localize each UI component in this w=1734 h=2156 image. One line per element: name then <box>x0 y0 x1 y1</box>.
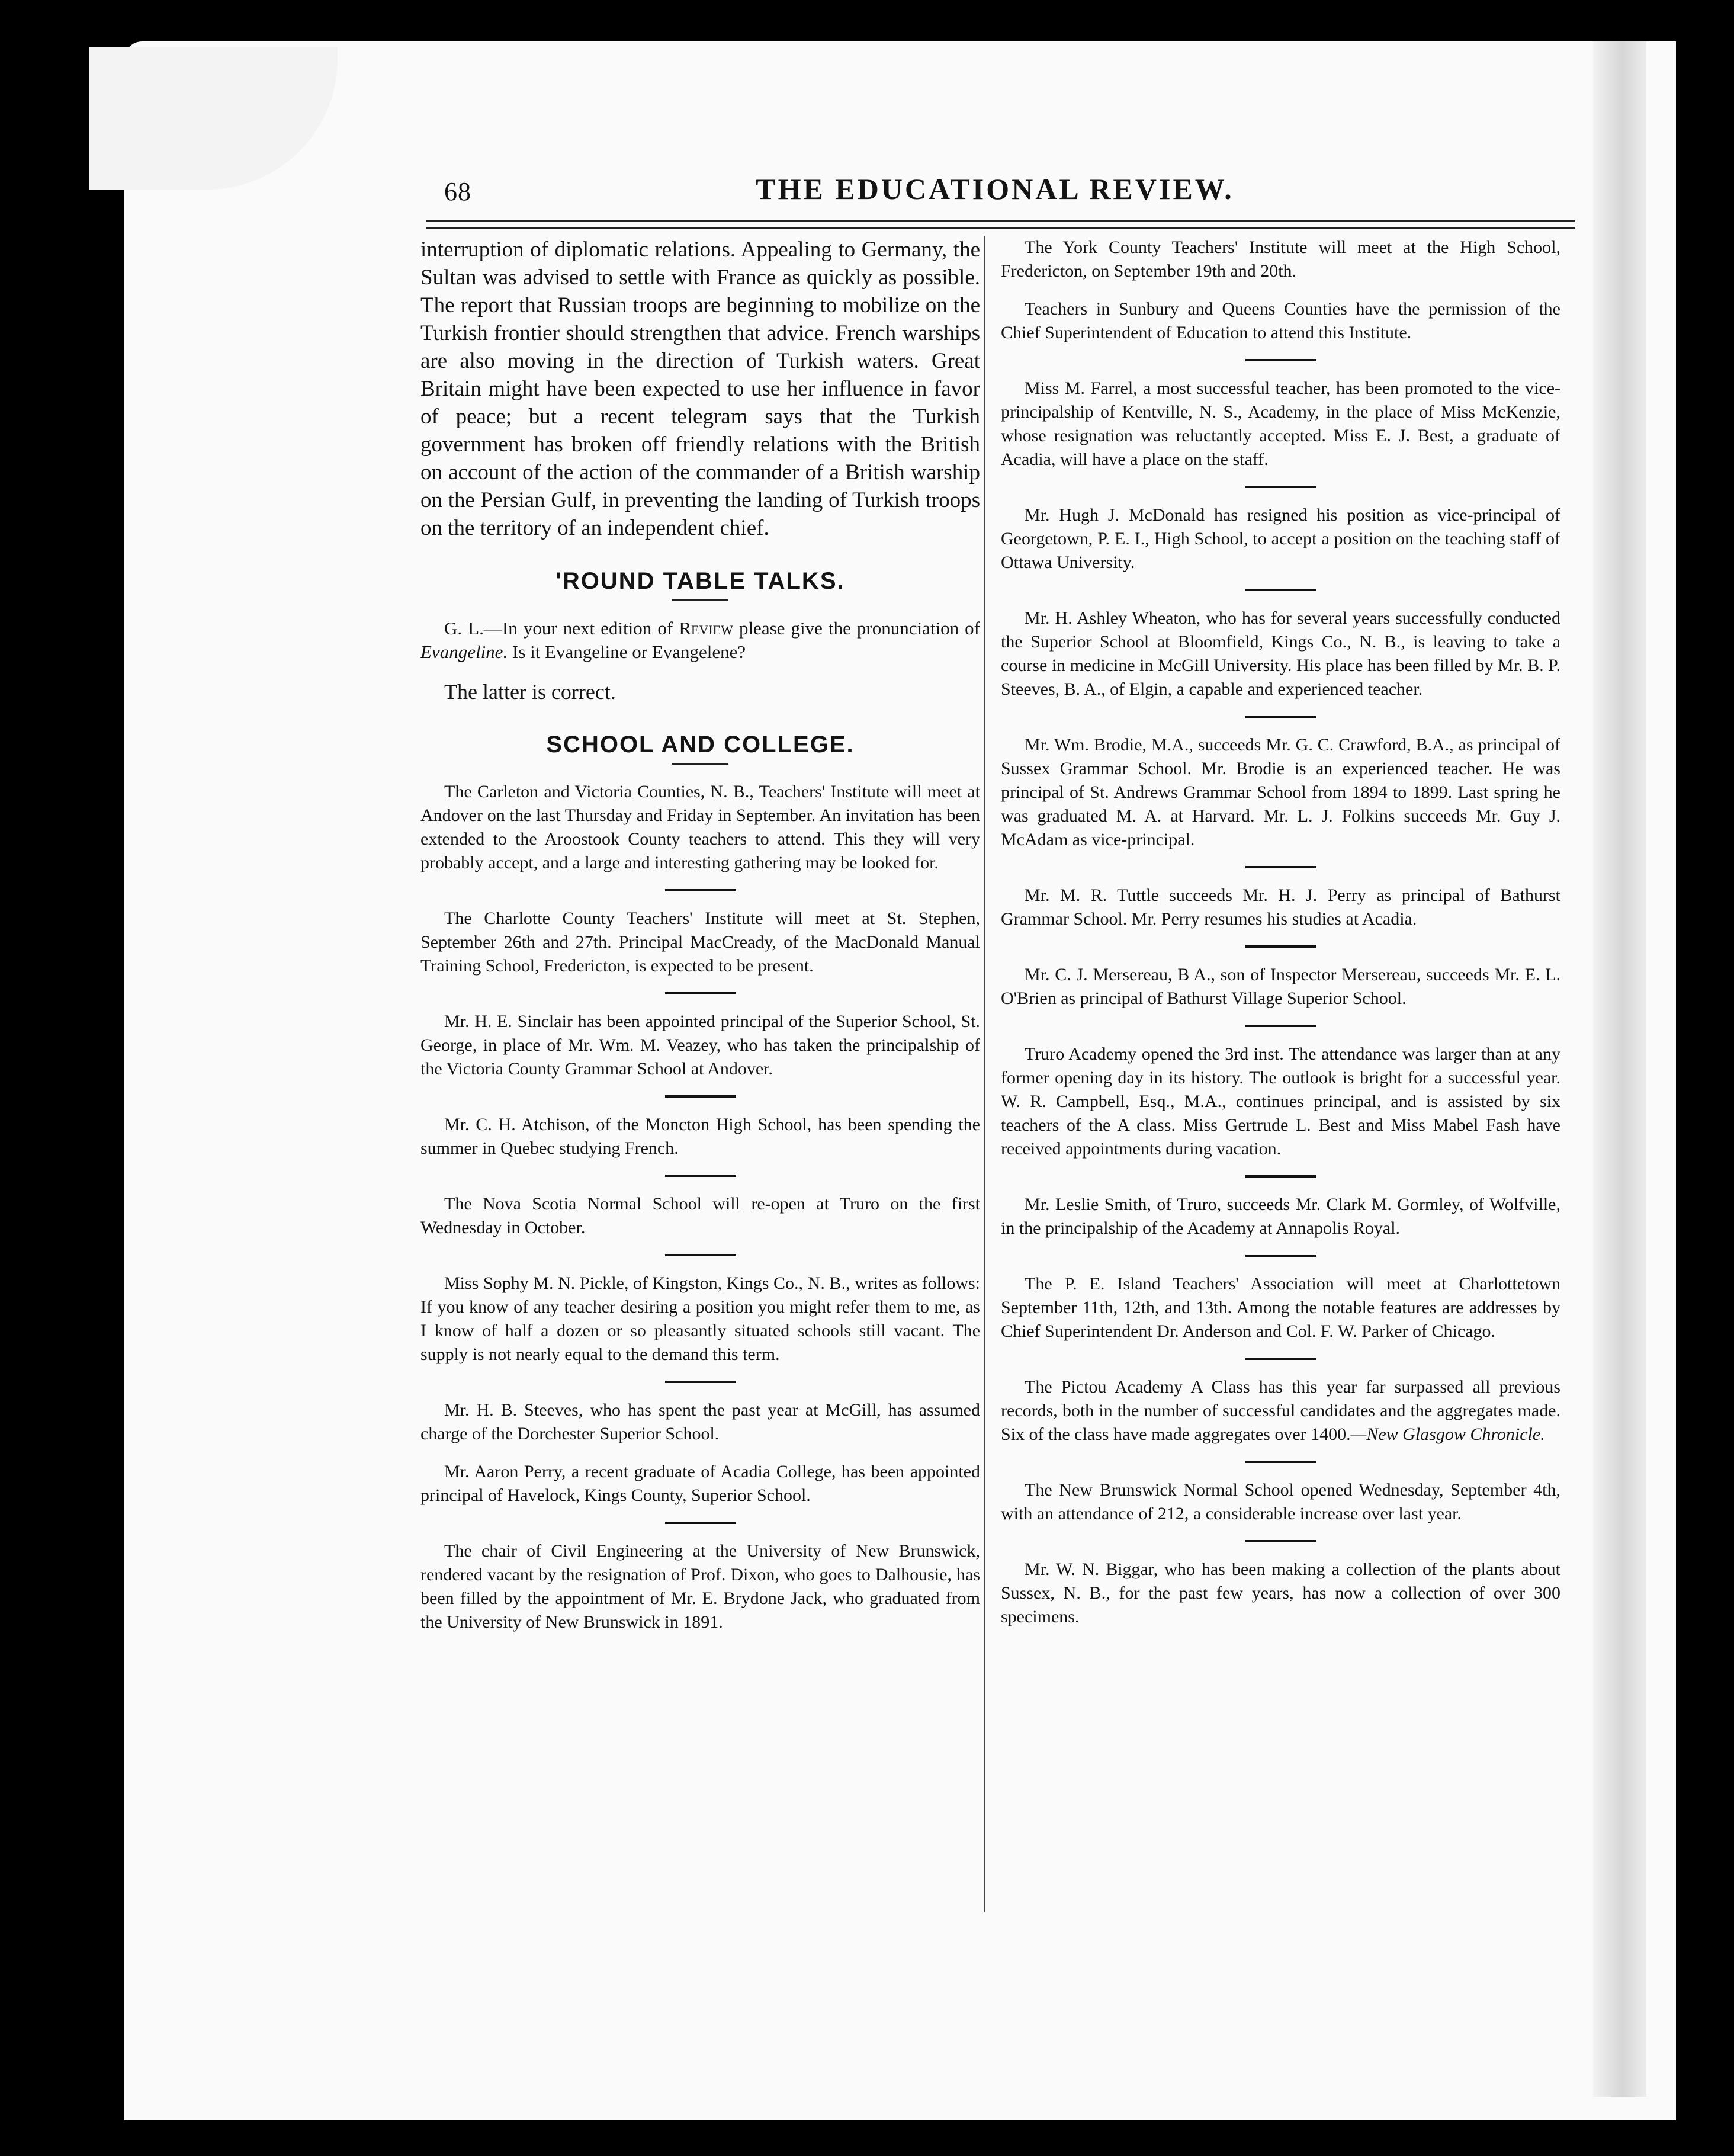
running-head <box>409 172 1581 213</box>
heading-rule <box>672 763 728 765</box>
right-column <box>1001 236 1560 1643</box>
news-item: The New Brunswick Normal School opened Wednesday, September 4th, with an attendance of 212, a considerable increase over last year. <box>1001 1480 1560 1523</box>
item-separator <box>1245 589 1316 591</box>
item-separator <box>665 1254 736 1256</box>
item-separator <box>665 1095 736 1098</box>
column-divider <box>984 236 985 1912</box>
news-item: The Carleton and Victoria Counties, N. B., Teachers' Institute will meet at Andover on the last Thursday and Friday in September. An invitation has been extended to the Aroostook County teachers to attend. This they will very probably accept, and a large and interesting gathering may be looked for. <box>420 782 980 872</box>
item-separator <box>665 1522 736 1524</box>
item-separator <box>1245 945 1316 948</box>
item-separator <box>1245 1358 1316 1360</box>
news-item: Mr. Hugh J. McDonald has resigned his position as vice-principal of Georgetown, P. E. I., High School, to accept a position on the teaching staff of Ottawa University. <box>1001 505 1560 572</box>
printed-page <box>409 154 1581 1919</box>
heading-rule <box>672 599 728 601</box>
pictou-text: The Pictou Academy A Class has this year far surpassed all previous records, both in the number of successful candidates and the aggregates made. Six of the class have made aggregates over 1400. <box>1001 1377 1560 1444</box>
page-number: 68 <box>444 177 471 206</box>
binding-fold <box>1593 41 1646 2097</box>
item-separator <box>1245 1025 1316 1027</box>
round-table-heading: 'ROUND TABLE TALKS. <box>555 568 845 594</box>
reader-question <box>420 617 980 664</box>
question-word: Evangeline. <box>420 641 508 662</box>
school-college-heading: SCHOOL AND COLLEGE. <box>546 732 855 758</box>
item-separator <box>1245 359 1316 361</box>
item-separator <box>1245 866 1316 868</box>
journal-title: THE EDUCATIONAL REVIEW. <box>756 172 1234 206</box>
news-item <box>1001 1375 1560 1446</box>
item-separator <box>665 992 736 994</box>
news-item: Miss Sophy M. N. Pickle, of Kingston, Kings Co., N. B., writes as follows: If you know of any teacher desiring a position you might refer them to me, as I know of half a dozen or so pleasantly situated schools still vacant. The supply is not nearly equal to the demand this term. <box>420 1273 980 1364</box>
continued-article: interruption of diplomatic relations. Appealing to Germany, the Sultan was advised to settle with France as quickly as possible. The report that Russian troops are beginning to mobilize on the Turkish frontier should strengthen that advice. French warships are also moving in the direction of Turkish waters. Great Britain might have been expected to use her influence in favor of peace; but a recent telegram says that the Turkish government has broken off friendly relations with the British on account of the action of the commander of a British warship on the Persian Gulf, in preventing the landing of Turkish troops on the territory of an independent chief. <box>420 238 980 540</box>
news-item: Miss M. Farrel, a most successful teacher, has been promoted to the vice-principalship of Kentville, N. S., Academy, in the place of Miss McKenzie, whose resignation was reluctantly accepted. Miss E. J. Best, a graduate of Acadia, will have a place on the staff. <box>1001 378 1560 469</box>
news-item: The Charlotte County Teachers' Institute will meet at St. Stephen, September 26th and 27th. Principal MacCready, of the MacDonald Manual Training School, Fredericton, is expected to be present. <box>420 909 980 976</box>
question-prefix: G. L.—In your next edition of <box>444 618 679 639</box>
item-separator <box>1245 1540 1316 1542</box>
question-mid: please give the pronunciation of <box>733 618 981 639</box>
news-item: The Nova Scotia Normal School will re-open at Truro on the first Wednesday in October. <box>420 1194 980 1237</box>
question-review: Review <box>679 618 733 639</box>
news-item: Teachers in Sunbury and Queens Counties have the permission of the Chief Superintendent of Education to attend this Institute. <box>1001 299 1560 342</box>
item-separator <box>665 889 736 891</box>
news-item: Mr. M. R. Tuttle succeeds Mr. H. J. Perry as principal of Bathurst Grammar School. Mr. Perry resumes his studies at Acadia. <box>1001 886 1560 929</box>
header-double-rule <box>426 220 1575 229</box>
item-separator <box>1245 716 1316 718</box>
news-item: The chair of Civil Engineering at the University of New Brunswick, rendered vacant by the resignation of Prof. Dixon, who goes to Dalhousie, has been filled by the appointment of Mr. E. Brydone Jack, who graduated from the University of New Brunswick in 1891. <box>420 1541 980 1632</box>
pictou-source: —New Glasgow Chronicle. <box>1350 1424 1545 1444</box>
question-end: Is it Evangeline or Evangelene? <box>508 641 746 662</box>
news-item: Mr. H. B. Steeves, who has spent the past year at McGill, has assumed charge of the Dorchester Superior School. <box>420 1400 980 1443</box>
news-item: Mr. Leslie Smith, of Truro, succeeds Mr. Clark M. Gormley, of Wolfville, in the principalship of the Academy at Annapolis Royal. <box>1001 1195 1560 1238</box>
editor-answer: The latter is correct. <box>444 680 616 704</box>
news-item: Mr. C. H. Atchison, of the Moncton High School, has been spending the summer in Quebec studying French. <box>420 1115 980 1158</box>
news-item: Mr. Aaron Perry, a recent graduate of Acadia College, has been appointed principal of Havelock, Kings County, Superior School. <box>420 1462 980 1505</box>
item-separator <box>665 1175 736 1177</box>
item-separator <box>665 1381 736 1383</box>
news-item: The P. E. Island Teachers' Association will meet at Charlottetown September 11th, 12th, and 13th. Among the notable features are addresses by Chief Superintendent Dr. Anderson and Col. F. W. Parker of Chicago. <box>1001 1274 1560 1341</box>
news-item: Mr. Wm. Brodie, M.A., succeeds Mr. G. C. Crawford, B.A., as principal of Sussex Grammar School. Mr. Brodie is an experienced teacher. He was principal of St. Andrews Grammar School from 1894 to 1899. Last spring he was graduated M. A. at Harvard. Mr. L. J. Folkins succeeds Mr. Guy J. McAdam as vice-principal. <box>1001 735 1560 849</box>
news-item: Mr. C. J. Mersereau, B A., son of Inspector Mersereau, succeeds Mr. E. L. O'Brien as principal of Bathurst Village Superior School. <box>1001 965 1560 1008</box>
item-separator <box>1245 1461 1316 1463</box>
item-separator <box>1245 1255 1316 1257</box>
news-item: Mr. H. Ashley Wheaton, who has for several years successfully conducted the Superior School at Bloomfield, Kings Co., N. B., is leaving to take a course in medicine in McGill University. His place has been filled by Mr. B. P. Steeves, B. A., of Elgin, a capable and experienced teacher. <box>1001 608 1560 699</box>
item-separator <box>1245 486 1316 488</box>
news-item: Mr. H. E. Sinclair has been appointed principal of the Superior School, St. George, in place of Mr. Wm. M. Veazey, who has taken the principalship of the Victoria County Grammar School at Andover. <box>420 1012 980 1079</box>
item-separator <box>1245 1175 1316 1178</box>
news-item: The York County Teachers' Institute will meet at the High School, Fredericton, on September 19th and 20th. <box>1001 238 1560 281</box>
left-column <box>420 236 980 1648</box>
news-item: Mr. W. N. Biggar, who has been making a collection of the plants about Sussex, N. B., for the past few years, has now a collection of over 300 specimens. <box>1001 1560 1560 1626</box>
news-item: Truro Academy opened the 3rd inst. The attendance was larger than at any former opening day in its history. The outlook is bright for a successful year. W. R. Campbell, Esq., M.A., continues principal, and is assisted by six teachers of the A class. Miss Gertrude L. Best and Miss Mabel Fash have received appointments during vacation. <box>1001 1044 1560 1159</box>
